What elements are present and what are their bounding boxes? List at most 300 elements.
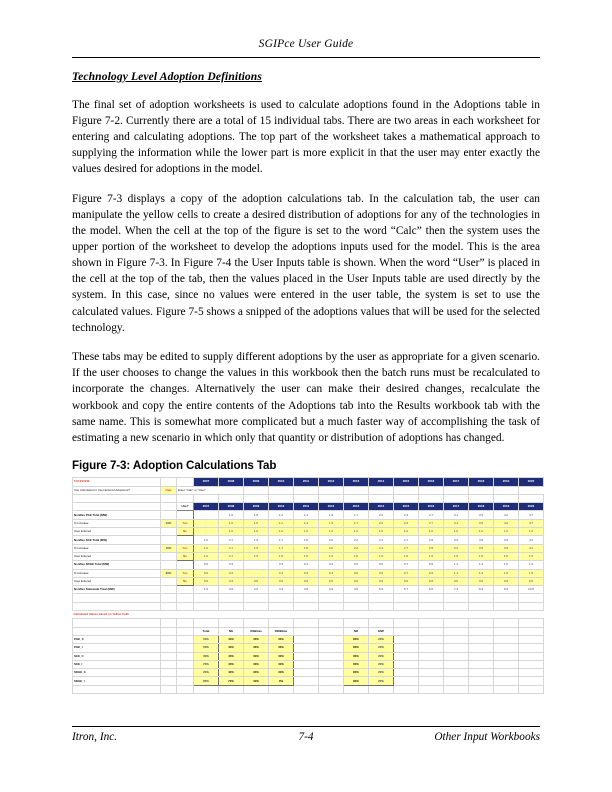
statewide-total-value: 3.5 [294,586,319,594]
blank-cell [161,503,177,511]
tech-title-cell: FC1200kW [73,478,161,486]
alloc-row [73,660,544,668]
data-value-cell[interactable]: 1.5 [294,552,319,560]
blank-cell [161,644,177,652]
blank-cell [369,594,394,602]
statewide-total-value: 10.8 [519,586,544,594]
blank-cell [469,486,494,494]
group-total-value: 1.6 [219,511,244,519]
use-flag-cell[interactable]: No [177,577,194,585]
blank-cell [73,685,161,693]
alloc-total-cell[interactable]: 80% [194,677,219,685]
data-value-cell[interactable]: 0.9 [419,569,444,577]
data-value-cell[interactable]: 1.7 [344,519,369,527]
spacer-row [73,594,544,602]
data-value-cell[interactable]: 4.2 [519,544,544,552]
year-header2-2019: 2019 [494,503,519,511]
blank-cell [419,494,444,502]
blank-cell [269,594,294,602]
blank-cell [519,594,544,602]
alloc-row [73,635,544,643]
data-value-cell[interactable]: 1.0 [469,528,494,536]
blank-cell [344,611,369,619]
data-value-cell[interactable]: 1.5 [269,552,294,560]
alloc-dirbgas-cell[interactable]: 30% [269,652,294,660]
group-total-label: NonRes SDGE Total (MW) [73,561,161,569]
blank-cell [369,619,394,627]
year-header2-2018: 2018 [469,503,494,511]
data-value-cell[interactable]: 0.6 [369,569,394,577]
blank-cell [469,619,494,627]
alloc-dirbgas-cell[interactable]: 30% [269,635,294,643]
percent-increase-cell[interactable]: 20% [161,569,177,577]
blank-cell [394,660,419,668]
statewide-total-value: 5.7 [394,586,419,594]
alloc-osbgas-cell[interactable]: 30% [244,669,269,677]
data-value-cell[interactable]: 3.9 [494,544,519,552]
data-value-cell[interactable]: 1.0 [269,528,294,536]
year-header-2017: 2017 [444,478,469,486]
group-total-value: 1.5 [494,561,519,569]
data-value-cell[interactable]: 1.5 [394,552,419,560]
alloc-ng-cell[interactable]: 70% [219,677,244,685]
blank-cell [469,644,494,652]
group-total-value: 3.9 [494,536,519,544]
data-value-cell[interactable]: 0.5 [294,577,319,585]
year-header2-2017: 2017 [444,503,469,511]
data-value-cell[interactable]: 1.0 [194,544,219,552]
data-value-cell[interactable]: 0.5 [344,577,369,585]
alloc-row [73,669,544,677]
data-value-cell[interactable]: 1.0 [369,528,394,536]
blank-cell [419,669,444,677]
use-flag-cell[interactable]: No [177,528,194,536]
data-value-cell[interactable]: 2.2 [344,544,369,552]
year-header-2007: 2007 [194,478,219,486]
alloc-osbgas-cell[interactable]: 30% [244,635,269,643]
blank-cell [319,494,344,502]
alloc-gnp-cell[interactable]: 20% [369,635,394,643]
year-header-2018: 2018 [469,478,494,486]
blank-cell [394,644,419,652]
data-value-cell[interactable]: 1.7 [269,544,294,552]
data-value-cell[interactable]: - [194,519,219,527]
alloc-osbgas-cell[interactable]: 30% [244,677,269,685]
data-value-cell[interactable]: 0.5 [319,577,344,585]
blank-cell [519,677,544,685]
blank-cell [394,635,419,643]
alloc-nr-cell[interactable]: 80% [344,635,369,643]
year-header-2019: 2019 [494,478,519,486]
mode-row [73,486,544,494]
blank-cell [161,669,177,677]
group-total-row [73,511,544,519]
alloc-total-cell[interactable]: 70% [194,660,219,668]
statewide-total-value: 3.9 [219,586,244,594]
alloc-total-cell[interactable]: 50% [194,635,219,643]
group-total-value: 1.2 [269,511,294,519]
statewide-total-value: 8.3 [469,586,494,594]
alloc-gnp-cell[interactable]: 20% [369,652,394,660]
alloc-nr-cell[interactable]: 80% [344,660,369,668]
blank-cell [319,685,344,693]
data-value-cell[interactable]: 0.4 [294,569,319,577]
statewide-total-value: 3.9 [319,586,344,594]
blank-cell [177,677,194,685]
mode-value-cell[interactable]: Calc [161,486,177,494]
year-header2-2015: 2015 [394,503,419,511]
blank-cell [369,611,394,619]
percent-increase-cell[interactable]: 10% [161,544,177,552]
blank-cell [244,619,269,627]
data-value-cell[interactable]: 2.1 [219,544,244,552]
data-value-cell[interactable]: - [194,528,219,536]
data-value-cell[interactable]: 0.5 [194,569,219,577]
data-value-cell[interactable]: 1.0 [419,528,444,536]
blank-cell [394,627,419,635]
percent-increase-cell[interactable]: 10% [161,519,177,527]
alloc-gnp-cell[interactable]: 20% [369,677,394,685]
alloc-nr-cell[interactable]: 80% [344,652,369,660]
blank-cell [494,494,519,502]
group-total-value: 2.2 [344,536,369,544]
data-value-cell[interactable]: - [244,569,269,577]
group-total-value: 2.0 [319,536,344,544]
blank-cell [73,494,161,502]
data-value-cell[interactable]: 0.3 [269,569,294,577]
data-value-cell[interactable]: 1.8 [294,544,319,552]
alloc-ng-cell[interactable]: 40% [219,652,244,660]
blank-cell [394,486,419,494]
blank-cell [161,652,177,660]
blank-cell [444,669,469,677]
data-value-cell[interactable]: 1.5 [319,519,344,527]
data-value-cell[interactable]: 1.0 [519,528,544,536]
footer-rule [72,726,540,727]
blank-cell [161,561,177,569]
alloc-gnp-cell[interactable]: 20% [369,669,394,677]
blank-cell [394,602,419,610]
blank-cell [294,602,319,610]
group-data-row [73,577,544,585]
blank-cell [469,669,494,677]
year-header-2008: 2008 [219,478,244,486]
blank-cell [494,644,519,652]
blank-cell [244,486,269,494]
blank-cell [319,677,344,685]
year-header-2011: 2011 [294,478,319,486]
data-value-cell[interactable]: 0.4 [319,569,344,577]
alloc-col-header-NR: NR [344,627,369,635]
use-flag-cell[interactable]: Yes [177,519,194,527]
blank-cell [161,619,177,627]
blank-cell [319,644,344,652]
data-value-cell[interactable]: 1.0 [344,528,369,536]
alloc-gnp-cell[interactable]: 20% [369,644,394,652]
blank-cell [419,644,444,652]
alloc-nr-cell[interactable]: 80% [344,677,369,685]
blank-cell [177,652,194,660]
data-value-cell[interactable]: 0.5 [269,577,294,585]
blank-cell [294,669,319,677]
data-value-cell[interactable]: 3.5 [469,544,494,552]
data-value-cell[interactable]: 1.0 [394,528,419,536]
alloc-ng-cell[interactable]: 40% [219,669,244,677]
data-value-cell[interactable]: 1.5 [494,569,519,577]
data-value-cell[interactable]: 1.0 [244,528,269,536]
year-header-2012: 2012 [319,478,344,486]
blank-cell [219,619,244,627]
year-header2-2008: 2008 [219,503,244,511]
use-flag-cell[interactable]: Yes [177,569,194,577]
statewide-total-label: NonRes Statewide Total (MW) [73,586,161,594]
row-label: User Entered [73,552,161,560]
data-value-cell[interactable]: 0.5 [394,577,419,585]
data-value-cell[interactable]: 1.0 [294,528,319,536]
blank-cell [469,611,494,619]
data-value-cell[interactable]: 0.5 [369,577,394,585]
data-value-cell[interactable]: 0.3 [219,577,244,585]
blank-cell [269,602,294,610]
group-total-value: 2.7 [394,536,419,544]
year-header2-2012: 2012 [319,503,344,511]
year-header2-2011: 2011 [294,503,319,511]
blank-cell [177,619,194,627]
blank-cell [244,611,269,619]
data-value-cell[interactable]: 2.9 [419,544,444,552]
data-value-cell[interactable]: 1.0 [444,528,469,536]
group-data-row [73,528,544,536]
alloc-osbgas-cell[interactable]: 30% [244,652,269,660]
blank-cell [161,685,177,693]
blank-cell [269,494,294,502]
data-value-cell[interactable]: 3.1 [444,519,469,527]
blank-cell [494,685,519,693]
group-total-value: 1.3 [469,561,494,569]
blank-cell [344,685,369,693]
alloc-row-label: SCE_I [73,660,161,668]
page-footer [72,731,540,743]
blank-cell [161,677,177,685]
blank-cell [294,486,319,494]
blank-cell [469,635,494,643]
blank-cell [494,627,519,635]
data-value-cell[interactable]: 1.5 [519,552,544,560]
blank-cell [161,627,177,635]
alloc-dirbgas-cell[interactable]: 30% [269,660,294,668]
data-value-cell[interactable]: 1.5 [419,552,444,560]
data-value-cell[interactable]: 1.5 [444,552,469,560]
data-value-cell[interactable]: 2.0 [369,519,394,527]
alloc-total-cell[interactable]: 30% [194,652,219,660]
alloc-nr-cell[interactable]: 80% [344,669,369,677]
blank-cell [73,602,161,610]
alloc-ng-cell[interactable]: 40% [219,635,244,643]
group-total-value: 3.1 [444,511,469,519]
blank-cell [519,660,544,668]
blank-cell [494,602,519,610]
group-total-value: 0.4 [294,561,319,569]
data-value-cell[interactable]: 0.5 [494,577,519,585]
data-value-cell[interactable]: 1.3 [469,569,494,577]
section-heading: Technology Level Adoption Definitions [72,70,262,83]
group-total-value: 2.7 [419,511,444,519]
data-value-cell[interactable]: 1.5 [244,552,269,560]
blank-cell [294,611,319,619]
data-value-cell[interactable]: 2.7 [394,544,419,552]
group-total-value: 1.1 [444,561,469,569]
data-value-cell[interactable]: 0.5 [419,577,444,585]
blank-cell [73,627,161,635]
blank-cell [244,602,269,610]
data-value-cell[interactable]: 1.8 [244,519,269,527]
data-value-cell[interactable]: 1.2 [269,519,294,527]
blank-cell [369,602,394,610]
blank-cell [269,619,294,627]
data-value-cell[interactable]: 2.1 [219,552,244,560]
data-value-cell[interactable]: 1.5 [369,552,394,560]
blank-cell [294,685,319,693]
group-total-value: 0.9 [419,561,444,569]
statewide-total-row [73,586,544,594]
spreadsheet-screenshot [72,477,540,694]
blank-cell [444,644,469,652]
group-total-value: 2.1 [219,536,244,544]
year-header-2009: 2009 [244,478,269,486]
group-data-row [73,569,544,577]
group-total-value: 1.5 [244,536,269,544]
blank-cell [494,652,519,660]
alloc-total-cell[interactable]: 50% [194,644,219,652]
blank-cell [419,486,444,494]
year-header2-2016: 2016 [419,503,444,511]
use-flag-cell[interactable]: Yes [177,544,194,552]
alloc-row [73,677,544,685]
data-value-cell[interactable]: 1.5 [494,552,519,560]
alloc-osbgas-cell[interactable]: 30% [244,660,269,668]
data-value-cell[interactable]: 1.6 [219,519,244,527]
data-value-cell[interactable]: 1.5 [244,544,269,552]
blank-cell [319,602,344,610]
data-value-cell[interactable]: 2.0 [319,544,344,552]
alloc-osbgas-cell[interactable]: 30% [244,644,269,652]
alloc-dirbgas-cell[interactable]: 30% [269,669,294,677]
alloc-total-cell[interactable]: 20% [194,669,219,677]
data-value-cell[interactable]: 1.9 [519,569,544,577]
blank-cell [444,594,469,602]
data-value-cell[interactable]: 2.4 [369,544,394,552]
blank-cell [494,677,519,685]
blank-cell [344,619,369,627]
paragraph-2: Figure 7-3 displays a copy of the adoption calculations tab. In the calculation tab, the user can manipulate the yellow cells to create a desired distribution of adoptions for any of the technologies in the model. When the cell at the top of the figure is set to the word “Calc” then the system uses the upper portion of the worksheet to develop the adoptions inputs used for the model. This is the area shown in Figure 7-3. In Figure 7-4 the User Inputs table is shown. When the word “User” is placed in the cell at the top of the tab, then the values placed in the User Inputs table are used directly by the system. In this case, since no values were entered in the user table, the system is set to use the calculated values. Figure 7-5 shows a snipped of the adoptions values that will be used for the selected technology. [72,192,540,334]
blank-cell [469,685,494,693]
data-value-cell[interactable]: 0.3 [219,569,244,577]
group-total-value: 3.5 [469,536,494,544]
data-value-cell[interactable]: 4.7 [519,519,544,527]
row-label: User Entered [73,577,161,585]
alloc-nr-cell[interactable]: 80% [344,644,369,652]
data-value-cell[interactable]: 3.5 [469,519,494,527]
year-header2-2014: 2014 [369,503,394,511]
page-header-title: SGIPce User Guide [258,38,354,50]
data-value-cell[interactable]: 0.5 [444,577,469,585]
blank-cell [394,494,419,502]
data-value-cell[interactable]: 1.0 [194,552,219,560]
data-value-cell[interactable]: 1.5 [344,552,369,560]
data-value-cell[interactable]: 1.5 [319,552,344,560]
data-value-cell[interactable]: 0.5 [469,577,494,585]
statewide-total-value: 5.0 [369,586,394,594]
group-total-label: NonRes PGE Total (MW) [73,511,161,519]
adoption-calculations-table [72,477,544,694]
use-column-header: Use? [177,503,194,511]
data-value-cell[interactable]: 4.0 [494,519,519,527]
blank-cell [177,594,194,602]
data-value-cell[interactable]: 1.0 [319,528,344,536]
data-value-cell[interactable]: 0.5 [244,577,269,585]
group-total-value: 1.5 [319,511,344,519]
blank-cell [177,627,194,635]
data-value-cell[interactable]: 0.5 [344,569,369,577]
year-header-2016: 2016 [419,478,444,486]
data-value-cell[interactable]: 1.1 [444,569,469,577]
data-value-cell[interactable]: 1.6 [219,528,244,536]
blank-cell [294,594,319,602]
alloc-ng-cell[interactable]: 40% [219,660,244,668]
blank-cell [344,602,369,610]
data-value-cell[interactable]: 1.0 [494,528,519,536]
data-value-cell[interactable]: 2.3 [394,519,419,527]
data-value-cell[interactable]: 2.7 [419,519,444,527]
alloc-col-header-NG: NG [219,627,244,635]
data-value-cell[interactable]: 0.5 [194,577,219,585]
blank-cell [161,635,177,643]
alloc-dirbgas-cell[interactable]: 0% [269,677,294,685]
blank-cell [161,511,177,519]
data-value-cell[interactable]: 1.3 [294,519,319,527]
alloc-ng-cell[interactable]: 40% [219,644,244,652]
data-value-cell[interactable]: 0.7 [394,569,419,577]
use-header-row [73,503,544,511]
group-total-value: 0.3 [219,561,244,569]
data-value-cell[interactable]: 0.5 [519,577,544,585]
blank-cell [494,660,519,668]
use-flag-cell[interactable]: No [177,552,194,560]
blank-cell [319,627,344,635]
alloc-dirbgas-cell[interactable]: 30% [269,644,294,652]
alloc-row [73,652,544,660]
blank-cell [394,685,419,693]
year-header-2020: 2020 [519,478,544,486]
blank-cell [161,660,177,668]
group-total-value: 1.7 [269,536,294,544]
alloc-col-header-GNP: GNP [369,627,394,635]
alloc-gnp-cell[interactable]: 20% [369,660,394,668]
blank-cell [444,627,469,635]
blank-cell [419,602,444,610]
blank-cell [469,494,494,502]
group-total-value: 1.8 [294,536,319,544]
blank-cell [344,494,369,502]
group-total-value: 1.7 [344,511,369,519]
year-header2-2013: 2013 [344,503,369,511]
blank-cell [194,494,219,502]
blank-cell [244,494,269,502]
data-value-cell[interactable]: 3.2 [444,544,469,552]
blank-cell [161,577,177,585]
data-value-cell[interactable]: 1.5 [469,552,494,560]
group-total-label: NonRes SCE Total (MW) [73,536,161,544]
